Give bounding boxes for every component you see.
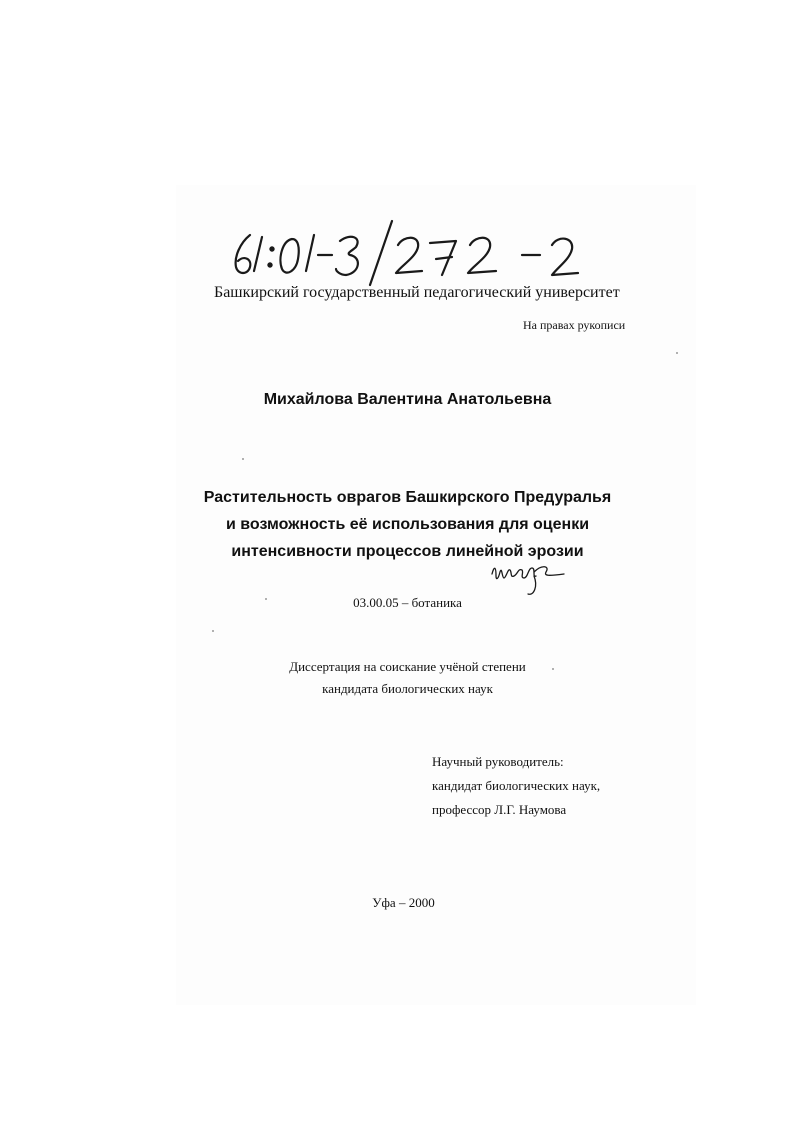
scan-speck	[212, 630, 214, 632]
scan-speck	[265, 598, 267, 600]
specialty-code: 03.00.05 – ботаника	[353, 595, 462, 610]
manuscript-rights-note: На правах рукописи	[523, 318, 626, 332]
city-and-year: Уфа – 2000	[372, 895, 435, 910]
author-name: Михайлова Валентина Анатольевна	[263, 391, 552, 408]
supervisor-line: кандидат биологических наук,	[432, 778, 601, 793]
scientific-supervisor	[432, 750, 600, 822]
degree-line: кандидата биологических наук	[322, 681, 493, 696]
supervisor-line: Научный руководитель:	[432, 754, 564, 769]
supervisor-line: профессор Л.Г. Наумова	[432, 802, 567, 817]
scan-speck	[552, 668, 554, 670]
title-line: Растительность оврагов Башкирского Предуралья	[203, 489, 612, 506]
degree-statement	[0, 656, 795, 700]
title-line: интенсивности процессов линейной эрозии	[231, 543, 584, 560]
handwritten-signature	[488, 556, 566, 598]
title-line: и возможность её использования для оценки	[225, 516, 590, 533]
handwritten-catalog-number	[222, 215, 592, 290]
degree-line: Диссертация на соискание учёной степени	[289, 659, 526, 674]
scan-speck	[676, 352, 678, 354]
dissertation-title	[0, 484, 795, 565]
university-name: Башкирский государственный педагогический университет	[214, 284, 620, 301]
scan-speck	[242, 458, 244, 460]
